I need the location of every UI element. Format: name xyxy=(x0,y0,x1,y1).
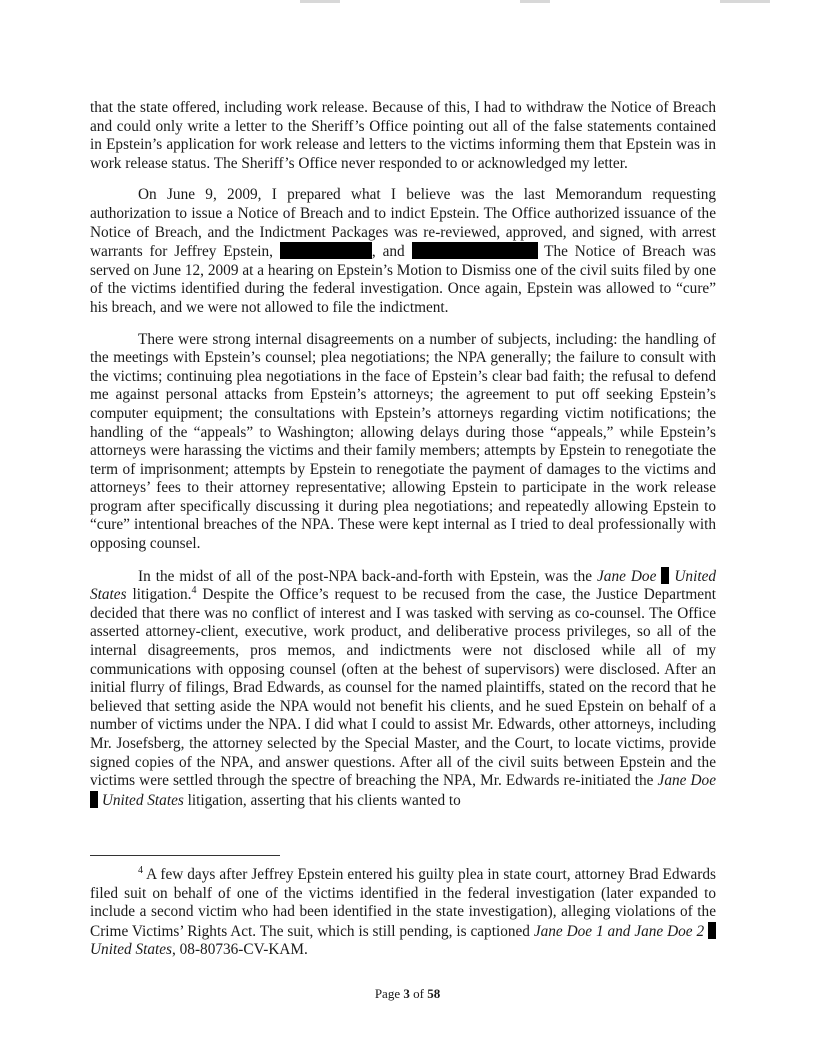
scan-edge-mark xyxy=(520,0,550,3)
case-name: United States xyxy=(90,941,172,959)
redaction-box xyxy=(708,922,716,939)
case-name: Jane Doe 1 and Jane Doe 2 xyxy=(533,922,705,940)
paragraph-internal-disagreements: There were strong internal disagreements on a number of subjects, including: the handling of the meetings with Epstein’s counsel; plea negotiations; the NPA generally; the failure to consult with the victims; continuing plea negotiations in the face of Epstein’s clear bad faith; the refusal to defend me against personal attacks from Epstein’s attorneys; the agreement to put off seeking Epstein’s computer equipment; the consultations with Epstein’s attorneys regarding victim notifications; the handling of the “appeals” to Washington; allowing delays during those “appeals,” while Epstein’s attorneys were harassing the victims and their family members; attempts by Epstein to renegotiate the term of imprisonment; attempts by Epstein to renegotiate the payment of damages to the victims and attorneys’ fees to their attorney representative; allowing Epstein to participate in the work release program after specifically discussing it during plea negotiations; and repeatedly allowing Epstein to “cure” intentional breaches of the NPA. These were kept internal as I tried to deal professionally with opposing counsel. xyxy=(90,330,716,553)
footnote: $^4$ A few days after Jeffrey Epstein entered his guilty plea in state court, attorney Brad Edwards filed suit on behalf of one of the victims identified in the federal investigation (later expanded to include a second victim who had been identified in the state investigation), alleging violations of the Crime Victims’ Rights Act. The suit, which is still pending, is captioned Jane Doe 1 and Jane Doe 2 United States, 08-80736-CV-KAM. xyxy=(90,864,716,959)
redaction-box xyxy=(661,567,669,584)
footnote-divider xyxy=(90,855,280,856)
redaction-box xyxy=(280,242,372,259)
case-name: United States xyxy=(101,791,184,809)
redaction-box xyxy=(412,242,538,259)
footnote-number: 4 xyxy=(138,864,143,876)
body-text xyxy=(90,99,716,823)
footnote-ref: 4 xyxy=(191,585,197,597)
page-footer: Page 3 of 58 xyxy=(374,986,441,1001)
scan-edge-mark xyxy=(300,0,340,3)
page-number: 3 xyxy=(403,986,410,1001)
paragraph-work-release: that the state offered, including work release. Because of this, I had to withdraw the Notice of Breach and could only write a letter to the Sheriff’s Office pointing out all of the false statements contained in Epstein’s application for work release and letters to the victims informing them that Epstein was in work release status. The Sheriff’s Office never responded to or acknowledged my letter. xyxy=(90,99,716,172)
page-total: 58 xyxy=(427,986,441,1001)
case-name: Jane Doe xyxy=(657,772,716,790)
scan-edge-mark xyxy=(720,0,770,3)
redaction-box xyxy=(90,791,98,808)
paragraph-notice-of-breach: On June 9, 2009, I prepared what I believe was the last Memorandum requesting authorization to issue a Notice of Breach and to indict Epstein. The Office authorized issuance of the Notice of Breach, and the Indictment Packages was re-reviewed, approved, and signed, with arrest warrants for Jeffrey Epstein, , and The Notice of Breach was served on June 12, 2009 at a hearing on Epstein’s Motion to Dismiss one of the civil suits filed by one of the victims identified during the federal investigation. Once again, Epstein was allowed to “cure” his breach, and we were not allowed to file the indictment. xyxy=(90,186,716,316)
case-name: Jane Doe xyxy=(597,567,657,585)
case-name: United States xyxy=(90,567,717,604)
paragraph-litigation: In the midst of all of the post-NPA back-and-forth with Epstein, was the Jane Doe United States litigation.$^4$ Despite the Office’s request to be recused from the case, the Justice Department decided that there was no conflict of interest and I was tasked with serving as co-counsel. The Office asserted attorney-client, executive, work product, and deliberative process privileges, so all of the internal disagreements, pros memos, and indictments were not disclosed while all of my communications with opposing counsel (often at the behest of supervisors) were disclosed. After an initial flurry of filings, Brad Edwards, as counsel for the named plaintiffs, stated on the record that he believed that setting aside the NPA would not benefit his clients, and he sued Epstein on behalf of a number of victims under the NPA. I did what I could to assist Mr. Edwards, other attorneys, including Mr. Josefsberg, the attorney selected by the Special Master, and the Court, to locate victims, provide signed copies of the NPA, and answer questions. After all of the civil suits between Epstein and the victims were settled through the spectre of breaching the NPA, Mr. Edwards re-initiated the Jane Doe United States litigation, asserting that his clients wanted to xyxy=(90,567,717,809)
